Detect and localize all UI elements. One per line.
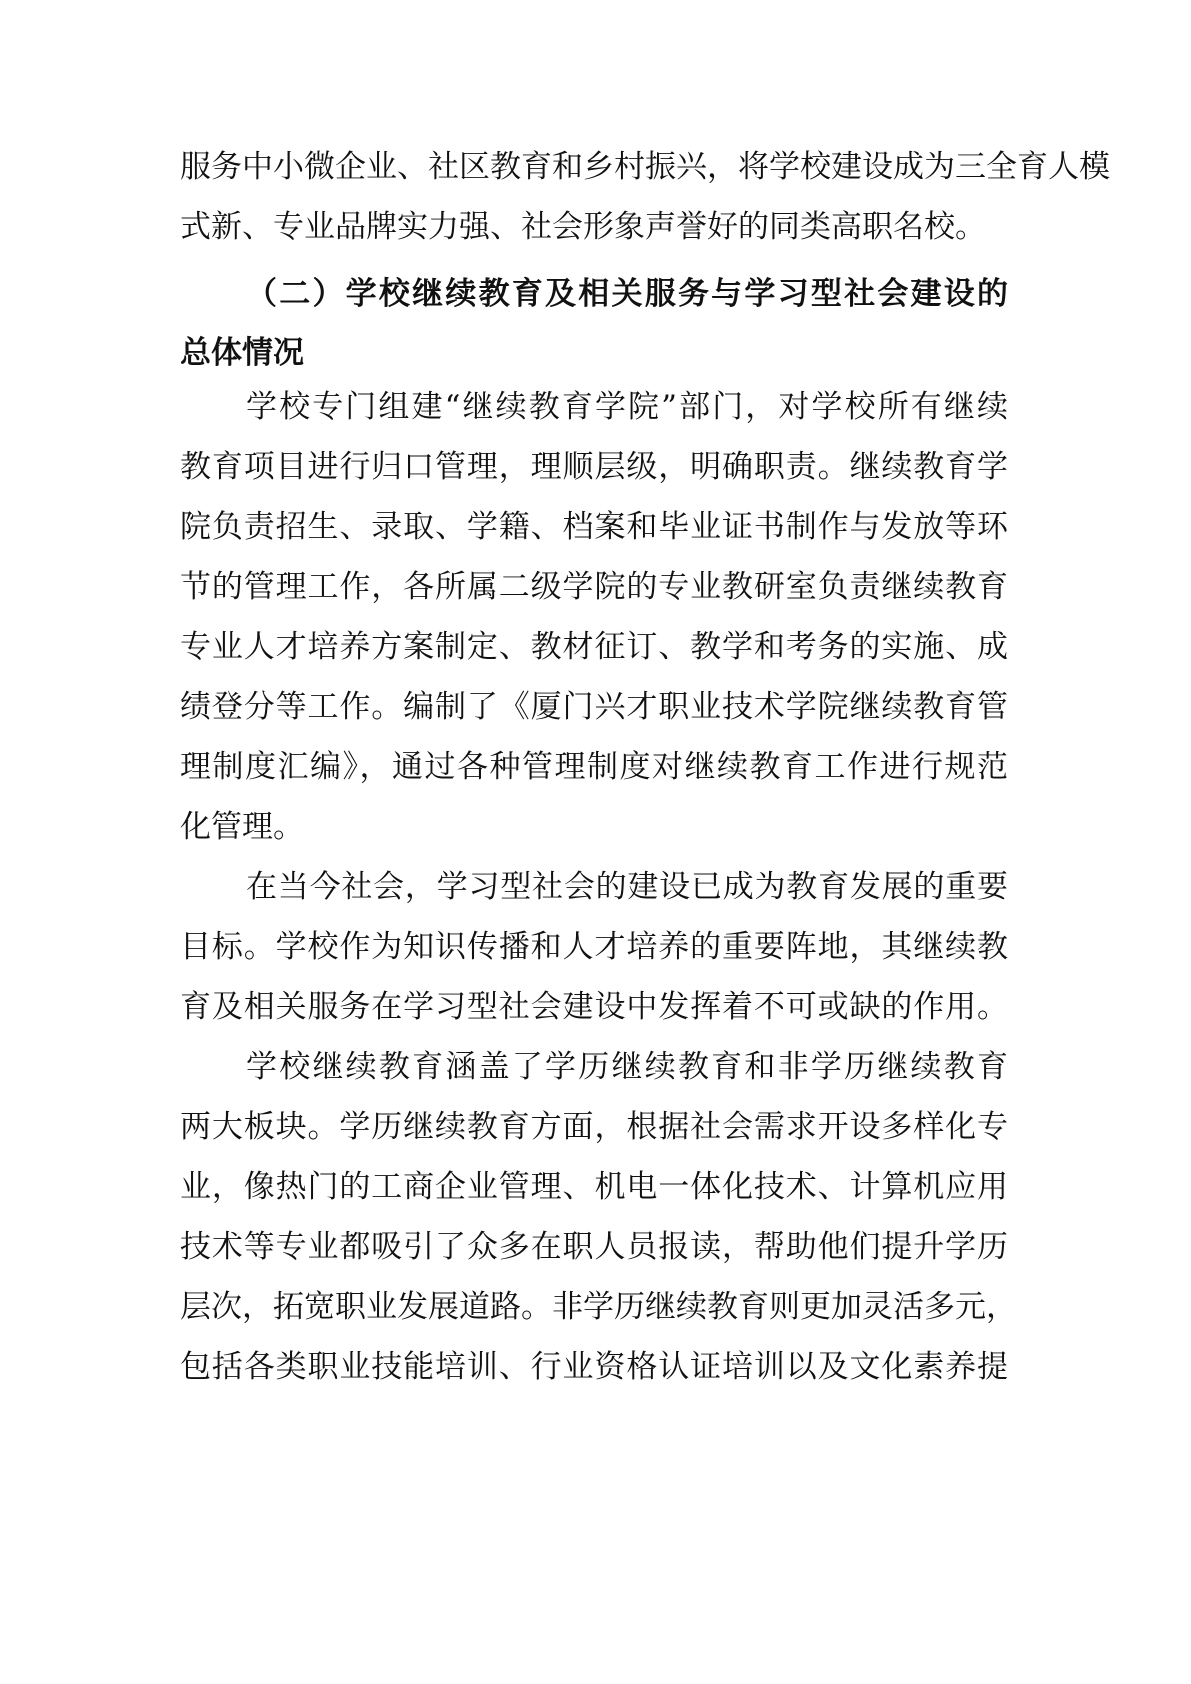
paragraph-line: 服务中小微企业、社区教育和乡村振兴，将学校建设成为三全育人模 bbox=[180, 149, 1110, 185]
paragraph-line: 式新、专业品牌实力强、社会形象声誉好的同类高职名校。 bbox=[180, 209, 986, 245]
paragraph-line: 两大板块。学历继续教育方面，根据社会需求开设多样化专 bbox=[180, 1109, 1008, 1145]
section-heading-continued: 总体情况 bbox=[180, 335, 304, 371]
paragraph-line: 育及相关服务在学习型社会建设中发挥着不可或缺的作用。 bbox=[180, 989, 1008, 1025]
paragraph-line: 业，像热门的工商企业管理、机电一体化技术、计算机应用 bbox=[180, 1169, 1008, 1205]
paragraph-line: 院负责招生、录取、学籍、档案和毕业证书制作与发放等环 bbox=[180, 509, 1008, 545]
paragraph-line: 节的管理工作，各所属二级学院的专业教研室负责继续教育 bbox=[180, 569, 1008, 605]
paragraph-line: 目标。学校作为知识传播和人才培养的重要阵地，其继续教 bbox=[180, 929, 1008, 965]
paragraph-line: 化管理。 bbox=[180, 809, 304, 845]
paragraph-line: 技术等专业都吸引了众多在职人员报读，帮助他们提升学历 bbox=[180, 1229, 1008, 1265]
section-heading: （二）学校继续教育及相关服务与学习型社会建设的 bbox=[246, 276, 1008, 312]
paragraph-line: 在当今社会，学习型社会的建设已成为教育发展的重要 bbox=[246, 869, 1008, 905]
paragraph-line: 学校专门组建“继续教育学院”部门，对学校所有继续 bbox=[246, 389, 1008, 425]
paragraph-line: 包括各类职业技能培训、行业资格认证培训以及文化素养提 bbox=[180, 1349, 1008, 1385]
paragraph-line: 学校继续教育涵盖了学历继续教育和非学历继续教育 bbox=[246, 1049, 1008, 1085]
paragraph-line: 层次，拓宽职业发展道路。非学历继续教育则更加灵活多元， bbox=[180, 1289, 1017, 1325]
paragraph-line: 专业人才培养方案制定、教材征订、教学和考务的实施、成 bbox=[180, 629, 1008, 665]
paragraph-line: 理制度汇编》，通过各种管理制度对继续教育工作进行规范 bbox=[180, 749, 1008, 785]
paragraph-line: 绩登分等工作。编制了《厦门兴才职业技术学院继续教育管 bbox=[180, 689, 1008, 725]
paragraph-line: 教育项目进行归口管理，理顺层级，明确职责。继续教育学 bbox=[180, 449, 1008, 485]
